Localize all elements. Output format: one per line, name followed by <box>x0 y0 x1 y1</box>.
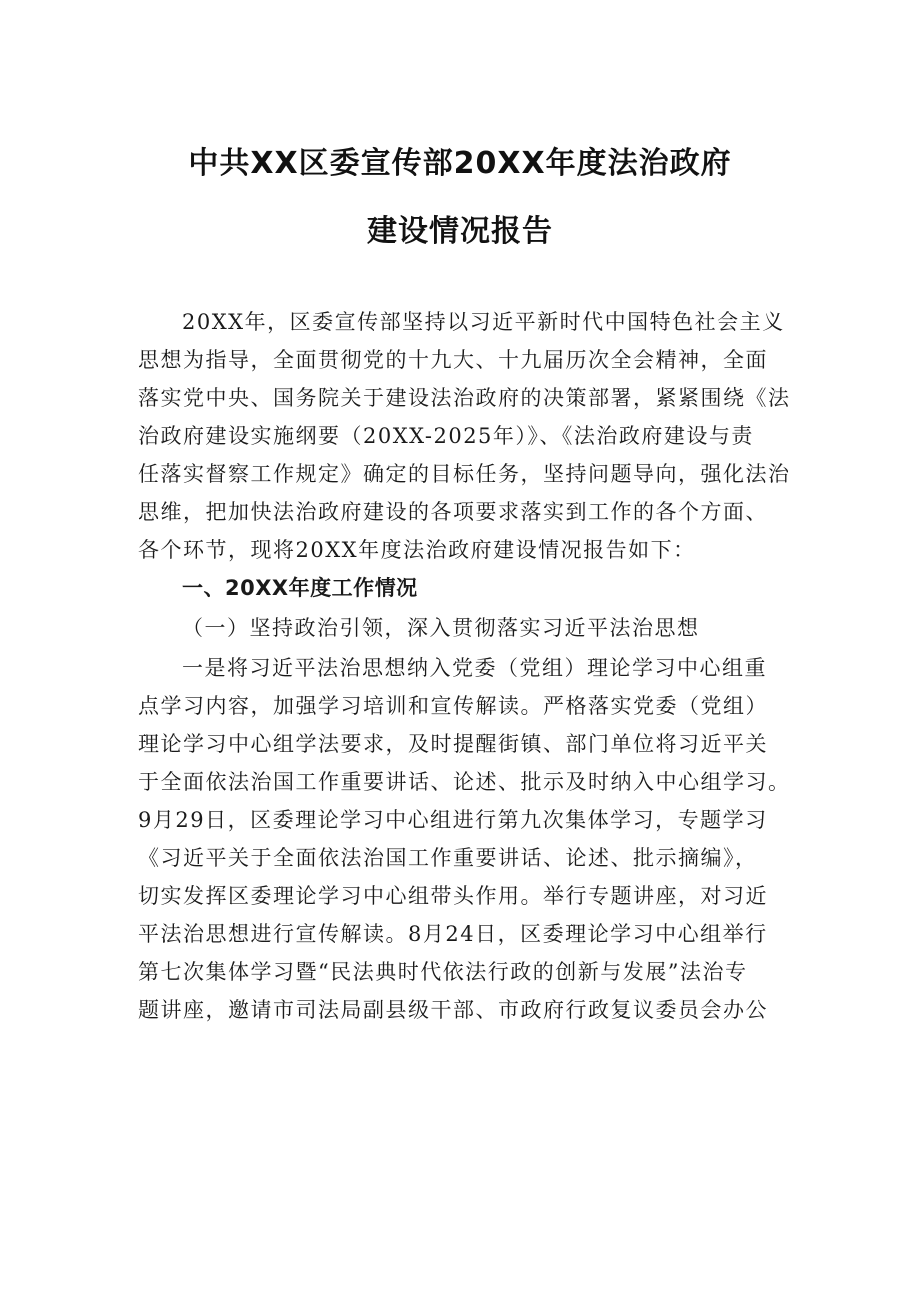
body-line-10: 题讲座，邀请市司法局副县级干部、市政府行政复议委员会办公 <box>138 998 768 1022</box>
body-line-8: 平法治思想进行宣传解读。8月24日，区委理论学习中心组举行 <box>138 922 768 946</box>
intro-line-6: 思维，把加快法治政府建设的各项要求落实到工作的各个方面、 <box>138 500 768 524</box>
document-title-line-2: 建设情况报告 <box>367 214 553 249</box>
body-line-9: 第七次集体学习暨“民法典时代依法行政的创新与发展”法治专 <box>138 960 748 984</box>
intro-line-2: 思想为指导，全面贯彻党的十九大、十九届历次全会精神，全面 <box>138 348 768 372</box>
body-line-7: 切实发挥区委理论学习中心组带头作用。举行专题讲座，对习近 <box>138 884 768 908</box>
intro-line-1: 20XX年，区委宣传部坚持以习近平新时代中国特色社会主义 <box>182 310 785 334</box>
subsection-heading: （一）坚持政治引领，深入贯彻落实习近平法治思想 <box>182 616 700 640</box>
body-line-3: 理论学习中心组学法要求，及时提醒街镇、部门单位将习近平关 <box>138 732 768 756</box>
section-heading: 一、20XX年度工作情况 <box>182 576 418 600</box>
document-title-line-1: 中共XX区委宣传部20XX年度法治政府 <box>188 146 732 181</box>
body-line-2: 点学习内容，加强学习培训和宣传解读。严格落实党委（党组） <box>138 694 768 718</box>
body-line-6: 《习近平关于全面依法治国工作重要讲话、论述、批示摘编》， <box>138 846 758 870</box>
intro-line-3: 落实党中央、国务院关于建设法治政府的决策部署，紧紧围绕《法 <box>138 386 791 410</box>
intro-line-7: 各个环节，现将20XX年度法治政府建设情况报告如下： <box>138 538 696 562</box>
intro-line-5: 任落实督察工作规定》确定的目标任务，坚持问题导向，强化法治 <box>138 462 791 486</box>
intro-line-4: 治政府建设实施纲要（20XX-2025年）》、《法治政府建设与责 <box>138 424 754 448</box>
body-line-5: 9月29日，区委理论学习中心组进行第九次集体学习，专题学习 <box>138 808 768 832</box>
document-body <box>138 0 818 1301</box>
body-line-4: 于全面依法治国工作重要讲话、论述、批示及时纳入中心组学习。 <box>138 770 791 794</box>
body-line-1: 一是将习近平法治思想纳入党委（党组）理论学习中心组重 <box>182 656 767 680</box>
